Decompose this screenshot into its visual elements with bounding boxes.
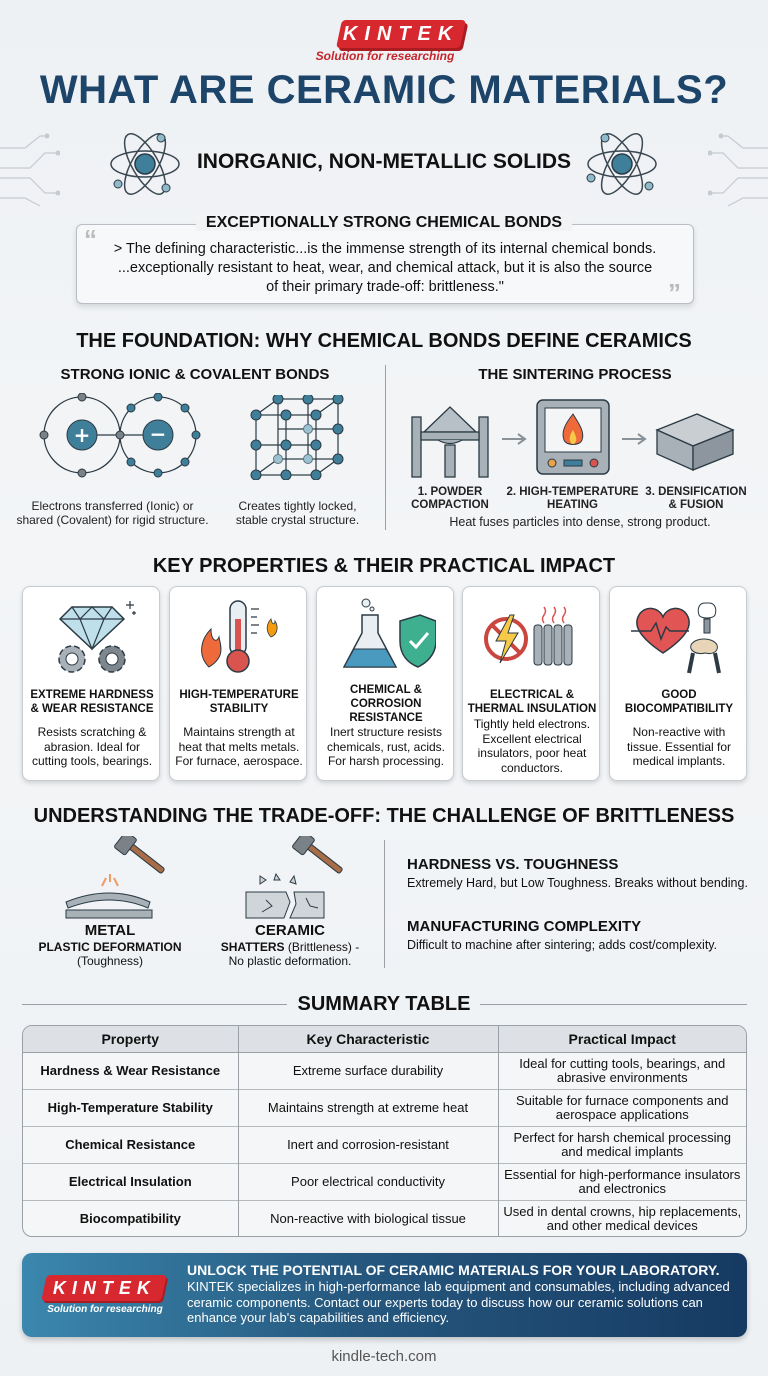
quote-line: of their primary trade-off: brittleness." — [266, 279, 504, 295]
tradeoff-point-heading: MANUFACTURING COMPLEXITY — [407, 918, 642, 935]
property-card — [462, 586, 600, 781]
cell-line: aerospace applications — [555, 1106, 689, 1122]
card-title — [174, 688, 304, 716]
tradeoff-point-text: Extremely Hard, but Low Toughness. Breaks without bending. — [407, 876, 748, 890]
card-title — [467, 688, 597, 716]
column-header: Practical Impact — [498, 1026, 746, 1052]
table-cell: Chemical Resistance — [23, 1126, 238, 1163]
card-desc-line: conductors. — [500, 760, 564, 775]
table-cell: Hardness & Wear Resistance — [23, 1052, 238, 1089]
arrow-right-icon — [500, 433, 530, 445]
cell-line: Essential for high-performance insulators — [504, 1166, 741, 1182]
banner-logo-tagline: Solution for researching — [47, 1304, 163, 1315]
table-row — [23, 1200, 746, 1237]
cell-line: Ideal for cutting tools, bearings, and — [519, 1055, 726, 1071]
logo-text: KINTEK — [52, 1277, 156, 1298]
card-title — [27, 688, 157, 716]
tradeoff-point-heading: HARDNESS VS. TOUGHNESS — [407, 856, 619, 873]
card-desc-line: For harsh processing. — [327, 754, 445, 768]
ionic-bond-icon — [34, 393, 204, 478]
card-title-line: BIOCOMPATIBILITY — [624, 703, 734, 715]
quote-title-text: EXCEPTIONALLY STRONG CHEMICAL BONDS — [196, 214, 572, 231]
metal-note: (Toughness) — [76, 954, 144, 968]
divider — [480, 1004, 747, 1005]
card-title-line: CORROSION — [350, 698, 422, 710]
table-cell: Non-reactive with biological tissue — [238, 1200, 498, 1237]
ionic-caption — [10, 499, 215, 527]
step-line: 2. HIGH-TEMPERATURE — [506, 486, 639, 498]
thermometer-flame-icon — [189, 597, 289, 677]
banner-kintek-logo — [41, 1275, 167, 1301]
page-subtitle: INORGANIC, NON-METALLIC SOLIDS — [196, 150, 572, 173]
metal-sub: PLASTIC DEFORMATION — [38, 940, 182, 954]
quote-line: ...exceptionally resistant to heat, wear, and chemical attack, but it is also the source — [117, 260, 653, 276]
sinter-step-2 — [505, 486, 640, 512]
card-desc-line: Excellent electrical — [482, 731, 582, 746]
card-title-line: CHEMICAL & — [350, 684, 422, 696]
banner-text: KINTEK specializes in high-performance lab equipment and consumables, including advanced ceramic components. Contact our experts today to discuss how our ceramic solutions can enhance your lab's capabilities and efficiency. — [187, 1279, 730, 1325]
card-title-line: STABILITY — [209, 703, 269, 715]
tradeoff-title: UNDERSTANDING THE TRADE-OFF: THE CHALLENGE OF BRITTLENESS — [33, 805, 735, 827]
card-desc-line: tissue. Essential for — [626, 739, 732, 754]
bonds-heading: STRONG IONIC & COVALENT BONDS — [60, 366, 330, 383]
step-line: & FUSION — [668, 499, 724, 511]
table-cell: Extreme surface durability — [238, 1052, 498, 1089]
table-row — [23, 1052, 746, 1089]
card-desc-line: For furnace, aerospace. — [175, 754, 303, 768]
cell-line: Suitable for furnace components and — [516, 1092, 729, 1108]
card-desc-line: insulators, poor heat — [477, 746, 587, 760]
card-title — [321, 683, 451, 725]
sintering-heading: THE SINTERING PROCESS — [478, 366, 672, 383]
page-title: WHAT ARE CERAMIC MATERIALS? — [39, 68, 729, 112]
caption-line: Creates tightly locked, — [238, 499, 357, 513]
metal-bend-icon — [62, 836, 172, 920]
step-line: 3. DENSIFICATION — [645, 486, 747, 498]
card-desc-line: chemicals, rust, acids. — [326, 739, 446, 754]
card-desc — [321, 725, 451, 769]
card-desc-line: Maintains strength at — [183, 725, 295, 739]
caption-line: Electrons transferred (Ionic) or — [31, 499, 194, 513]
card-desc-line: medical implants. — [632, 754, 726, 768]
logo-text: KINTEK — [342, 22, 460, 45]
property-card — [609, 586, 747, 781]
table-cell: Poor electrical conductivity — [238, 1163, 498, 1200]
card-desc-line: heat that melts metals. — [178, 739, 300, 754]
ceramic-shatter-icon — [240, 836, 350, 920]
table-row — [23, 1089, 746, 1126]
table-cell: High-Temperature Stability — [23, 1089, 238, 1126]
metal-desc — [30, 940, 190, 968]
sintering-caption: Heat fuses particles into dense, strong product. — [449, 515, 711, 529]
quote-text — [86, 240, 684, 297]
card-title-line: & WEAR RESISTANCE — [30, 703, 154, 715]
card-desc-line: Non-reactive with — [632, 725, 726, 739]
sinter-step-1 — [405, 486, 495, 512]
cell-line: abrasive environments — [556, 1069, 688, 1085]
cell-line: and electronics — [578, 1180, 666, 1196]
table-row — [23, 1126, 746, 1163]
arrow-right-icon — [620, 433, 650, 445]
card-desc-line: Tightly held electrons. — [473, 717, 591, 731]
ceramic-note: No plastic deformation. — [228, 954, 352, 968]
property-card — [169, 586, 307, 781]
dense-block-icon — [655, 412, 735, 472]
card-desc — [174, 725, 304, 769]
banner-heading: UNLOCK THE POTENTIAL OF CERAMIC MATERIALS FOR YOUR LABORATORY. — [187, 1262, 720, 1278]
step-line: COMPACTION — [411, 499, 489, 511]
card-title — [614, 688, 744, 716]
card-title-line: HIGH-TEMPERATURE — [179, 689, 299, 701]
kintek-logo — [336, 20, 466, 48]
no-electricity-radiator-icon — [482, 597, 582, 677]
website-link[interactable]: kindle-tech.com — [331, 1348, 437, 1365]
column-header: Property — [23, 1026, 238, 1052]
ceramic-sub-rest: (Brittleness) - — [284, 940, 360, 954]
cell-line: and medical implants — [561, 1143, 684, 1159]
caption-line: stable crystal structure. — [235, 513, 360, 527]
foundation-title: THE FOUNDATION: WHY CHEMICAL BONDS DEFINE CERAMICS — [76, 330, 692, 352]
crystal-caption — [225, 499, 370, 527]
card-desc — [467, 717, 597, 775]
caption-line: shared (Covalent) for rigid structure. — [16, 513, 209, 527]
sinter-step-3 — [641, 486, 751, 512]
step-line: 1. POWDER — [417, 486, 483, 498]
table-cell — [498, 1089, 746, 1126]
heart-implant-icon — [629, 597, 729, 677]
card-title-line: RESISTANCE — [349, 712, 423, 724]
card-desc-line: Inert structure resists — [329, 725, 443, 739]
card-desc — [614, 725, 744, 769]
powder-press-icon — [410, 405, 490, 480]
step-line: HEATING — [547, 499, 598, 511]
svg-text:+: + — [73, 423, 91, 447]
card-title-line: GOOD — [661, 689, 697, 701]
card-desc-line: cutting tools, bearings. — [31, 754, 153, 768]
logo-tagline: Solution for researching — [315, 49, 455, 63]
table-cell: Biocompatibility — [23, 1200, 238, 1237]
card-desc-line: Resists scratching & — [37, 725, 147, 739]
cell-line: Used in dental crowns, hip replacements, — [503, 1203, 742, 1219]
table-cell — [498, 1200, 746, 1237]
property-card — [22, 586, 160, 781]
ceramic-sub-bold: SHATTERS — [220, 940, 285, 954]
card-title-line: EXTREME HARDNESS — [30, 689, 154, 701]
cell-line: and other medical devices — [546, 1217, 698, 1233]
table-cell: Electrical Insulation — [23, 1163, 238, 1200]
ceramic-label: CERAMIC — [255, 922, 325, 939]
table-cell — [498, 1126, 746, 1163]
svg-text:−: − — [149, 422, 167, 446]
card-desc — [27, 725, 157, 769]
open-quote-icon: “ — [84, 224, 97, 254]
crystal-lattice-icon — [248, 395, 348, 480]
metal-label: METAL — [84, 922, 136, 939]
table-cell — [498, 1163, 746, 1200]
divider — [384, 840, 385, 968]
close-quote-icon: ” — [668, 278, 681, 308]
quote-title — [0, 214, 768, 232]
table-cell — [498, 1052, 746, 1089]
ceramic-desc — [210, 940, 370, 968]
furnace-icon — [535, 398, 611, 476]
card-title-line: ELECTRICAL & — [489, 689, 575, 701]
table-header-row — [23, 1026, 746, 1052]
summary-title: SUMMARY TABLE — [297, 993, 471, 1015]
column-header: Key Characteristic — [238, 1026, 498, 1052]
table-cell: Inert and corrosion-resistant — [238, 1126, 498, 1163]
divider — [385, 365, 386, 530]
quote-line: > The defining characteristic...is the immense strength of its internal chemical bonds. — [113, 241, 657, 257]
table-cell: Maintains strength at extreme heat — [238, 1089, 498, 1126]
diamond-gears-icon — [42, 597, 142, 677]
properties-title: KEY PROPERTIES & THEIR PRACTICAL IMPACT — [152, 555, 616, 577]
flask-shield-icon — [336, 597, 436, 677]
cell-line: Perfect for harsh chemical processing — [513, 1129, 731, 1145]
property-card — [316, 586, 454, 781]
table-row — [23, 1163, 746, 1200]
summary-table — [22, 1025, 747, 1237]
tradeoff-point-text: Difficult to machine after sintering; adds cost/complexity. — [407, 938, 718, 952]
card-desc-line: abrasion. Ideal for — [43, 739, 141, 754]
card-title-line: THERMAL INSULATION — [467, 703, 597, 715]
